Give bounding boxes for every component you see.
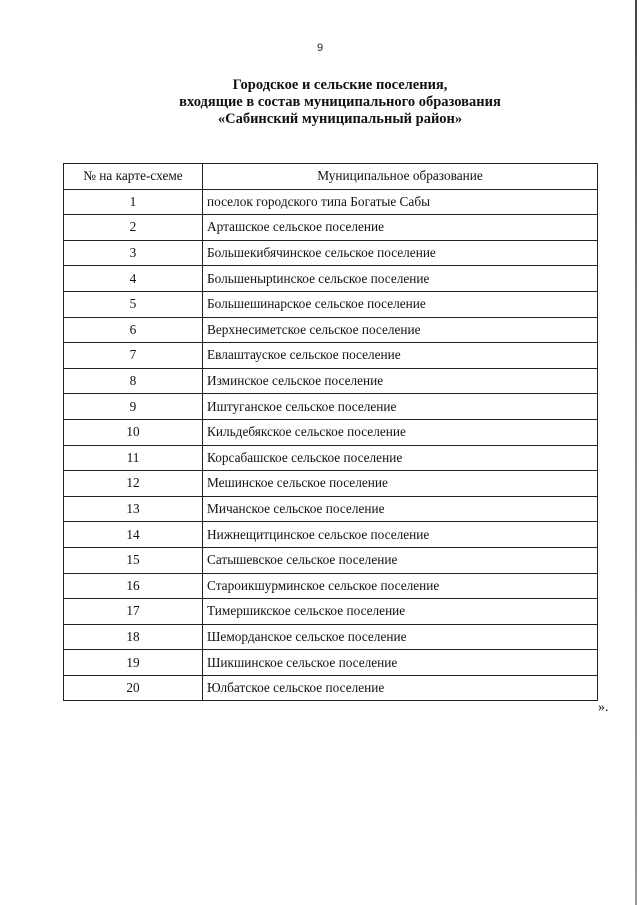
table-row [64, 317, 598, 343]
row-municipality-name: Иштуганское сельское поселение [203, 394, 598, 420]
table-row [64, 522, 598, 548]
row-map-number: 17 [64, 599, 203, 625]
row-municipality-name: Мичанское сельское поселение [203, 496, 598, 522]
row-map-number: 5 [64, 291, 203, 317]
table-row [64, 215, 598, 241]
row-map-number: 13 [64, 496, 203, 522]
row-municipality-name: поселок городского типа Богатые Сабы [203, 189, 598, 215]
row-municipality-name: Большешинарское сельское поселение [203, 291, 598, 317]
row-municipality-name: Арташское сельское поселение [203, 215, 598, 241]
row-municipality-name: Староикшурминское сельское поселение [203, 573, 598, 599]
row-map-number: 3 [64, 240, 203, 266]
row-map-number: 10 [64, 419, 203, 445]
row-map-number: 20 [64, 675, 203, 701]
title-line-3: «Сабинский муниципальный район» [217, 111, 463, 127]
row-municipality-name: Сатышевское сельское поселение [203, 547, 598, 573]
row-map-number: 14 [64, 522, 203, 548]
row-map-number: 9 [64, 394, 203, 420]
row-map-number: 2 [64, 215, 203, 241]
row-municipality-name: Кильдебякское сельское поселение [203, 419, 598, 445]
row-municipality-name: Большекибячинское сельское поселение [203, 240, 598, 266]
row-map-number: 12 [64, 471, 203, 497]
table-row [64, 343, 598, 369]
row-map-number: 8 [64, 368, 203, 394]
row-map-number: 11 [64, 445, 203, 471]
row-municipality-name: Шикшинское сельское поселение [203, 650, 598, 676]
header-municipality: Муниципальное образование [203, 164, 598, 190]
row-municipality-name: Мешинское сельское поселение [203, 471, 598, 497]
row-map-number: 15 [64, 547, 203, 573]
table-row [64, 650, 598, 676]
row-municipality-name: Корсабашское сельское поселение [203, 445, 598, 471]
row-map-number: 1 [64, 189, 203, 215]
header-map-number: № на карте-схеме [64, 164, 203, 190]
title-line-2: входящие в состав муниципального образования [179, 94, 501, 110]
row-municipality-name: Шеморданское сельское поселение [203, 624, 598, 650]
row-map-number: 7 [64, 343, 203, 369]
row-municipality-name: Изминское сельское поселение [203, 368, 598, 394]
table-row [64, 419, 598, 445]
closing-quote-mark: ». [598, 700, 609, 715]
row-map-number: 16 [64, 573, 203, 599]
table-header-row [64, 164, 598, 190]
row-municipality-name: Тимершикское сельское поселение [203, 599, 598, 625]
table-row [64, 445, 598, 471]
table-row [64, 573, 598, 599]
table-row [64, 471, 598, 497]
table-row [64, 599, 598, 625]
row-map-number: 18 [64, 624, 203, 650]
table-row [64, 624, 598, 650]
table-row [64, 496, 598, 522]
table-row [64, 394, 598, 420]
scanned-page-edge [635, 0, 637, 905]
row-map-number: 4 [64, 266, 203, 292]
table-row [64, 547, 598, 573]
page-number: 9 [316, 42, 324, 54]
title-line-1: Городское и сельские поселения, [232, 77, 448, 93]
row-municipality-name: Евлаштауское сельское поселение [203, 343, 598, 369]
table-row [64, 368, 598, 394]
row-municipality-name: Верхнесиметское сельское поселение [203, 317, 598, 343]
table-row [64, 291, 598, 317]
row-map-number: 19 [64, 650, 203, 676]
table-row [64, 675, 598, 701]
table-body [64, 189, 598, 701]
settlements-table [63, 163, 598, 701]
table-row [64, 240, 598, 266]
table-row [64, 189, 598, 215]
table-row [64, 266, 598, 292]
row-municipality-name: Юлбатское сельское поселение [203, 675, 598, 701]
document-title [120, 77, 560, 128]
row-municipality-name: Большенырtинское сельское поселение [203, 266, 598, 292]
row-map-number: 6 [64, 317, 203, 343]
row-municipality-name: Нижнещитцинское сельское поселение [203, 522, 598, 548]
